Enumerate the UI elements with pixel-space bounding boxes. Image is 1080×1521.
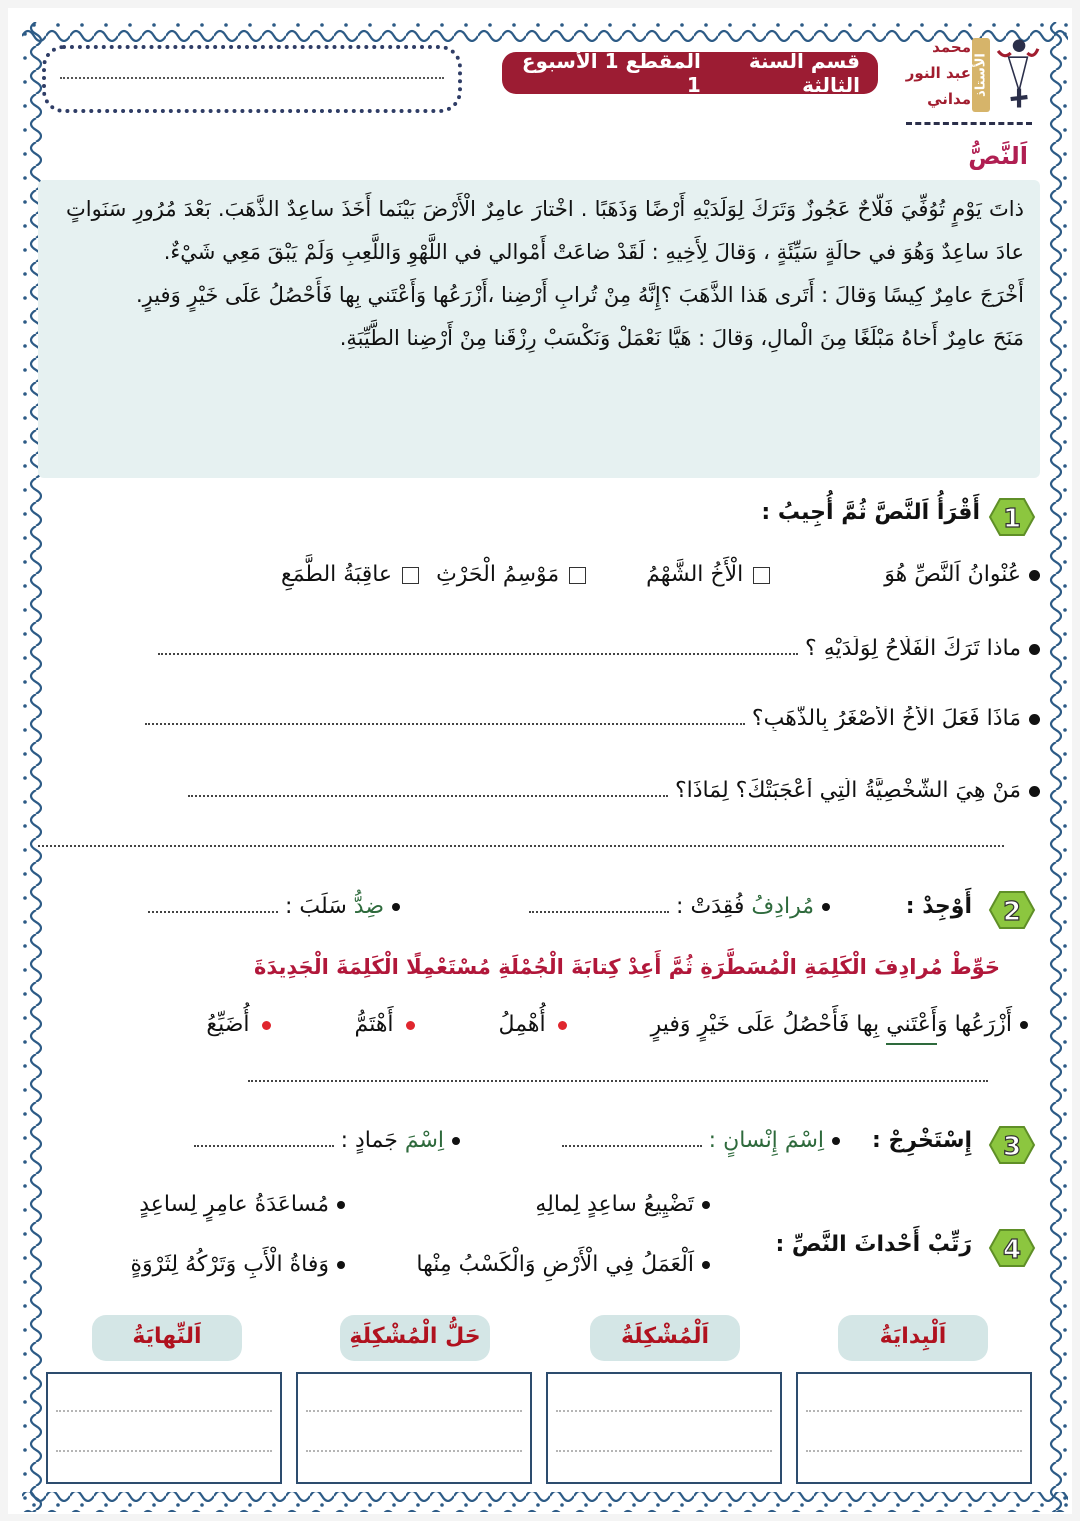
question-3-badge-icon xyxy=(988,1125,1036,1165)
question-4-badge-icon xyxy=(988,1228,1036,1268)
rewrite-answer-line[interactable] xyxy=(248,1080,988,1082)
question-1b-text: مَاذَا فَعَلَ الْأَخُ الْأَصْغَرُ بِالذَّهَبِ؟ xyxy=(751,706,1021,731)
sentence-after: بِها فَأَحْصُلُ عَلَى خَيْرٍ وَفيرٍ xyxy=(650,1012,880,1037)
logo-last-name: مداني xyxy=(927,90,971,108)
option-3-label: عاقِبَةُ الطَّمَعِ xyxy=(280,562,393,587)
object-answer-line[interactable] xyxy=(194,1145,334,1147)
option-checkbox-3[interactable] xyxy=(402,567,419,584)
bullet-icon xyxy=(1029,714,1040,725)
red-bullet-icon xyxy=(406,1021,415,1030)
logo-divider xyxy=(906,122,1032,125)
human-answer-line[interactable] xyxy=(562,1145,702,1147)
student-name-box[interactable] xyxy=(42,45,462,113)
question-1a-text: ماذا تَرَكَ الْفَلّاحُ لِوَلَدَيْهِ ؟ xyxy=(805,636,1021,661)
bullet-icon xyxy=(337,1201,345,1209)
writing-line xyxy=(806,1450,1022,1452)
bullet-icon xyxy=(822,903,830,911)
stage-label-solution: حَلُّ الْمُشْكِلَةِ xyxy=(340,1315,490,1361)
question-1b-row xyxy=(36,706,1040,731)
bullet-icon xyxy=(702,1261,710,1269)
sentence-underlined-word: أَعْتَني xyxy=(886,1012,937,1045)
red-bullet-icon xyxy=(262,1021,271,1030)
reading-passage xyxy=(38,180,1040,478)
synonym-word: فُقِدَتْ : xyxy=(676,894,745,919)
banner-unit: المقطع 1 الأسبوع 1 xyxy=(521,49,701,97)
bullet-icon xyxy=(452,1137,460,1145)
antonym-row xyxy=(148,894,400,919)
option-1-label: الْأَخُ الشَّهْمُ xyxy=(646,562,744,587)
answer-box-problem[interactable] xyxy=(546,1372,782,1484)
writing-line xyxy=(56,1450,272,1452)
svg-text:4: 4 xyxy=(1002,1235,1022,1265)
option-checkbox-2[interactable] xyxy=(569,567,586,584)
underlined-sentence-row xyxy=(206,1012,1028,1037)
synonym-instruction: حَوِّطْ مُرادِفَ الْكَلِمَةِ الْمُسَطَّرَةِ ثُمَّ أَعِدْ كِتابَةَ الْجُمْلَةِ مُسْتَعْمِلًا الْكَلِمَةَ الْجَدِيدَةَ xyxy=(254,955,1000,979)
question-1a-row xyxy=(36,636,1040,661)
event-3 xyxy=(416,1252,710,1277)
bullet-icon xyxy=(702,1201,710,1209)
synonym-label: مُرادِفُ xyxy=(751,894,814,919)
human-noun-row xyxy=(562,1128,840,1153)
level-banner xyxy=(502,49,878,97)
red-bullet-icon xyxy=(558,1021,567,1030)
question-1-title: أَقْرَأُ اَلنَّصَّ ثُمَّ أُجِيبُ : xyxy=(761,500,980,525)
event-2-text: مُساعَدَةُ عامِرٍ لِساعِدٍ xyxy=(139,1192,329,1217)
writing-line xyxy=(56,1410,272,1412)
passage-title: اَلنَّصُّ xyxy=(968,142,1028,170)
event-3-text: اَلْعَمَلُ فِي الْأَرْضِ وَالْكَسْبُ مِنْها xyxy=(416,1252,694,1277)
event-4 xyxy=(130,1252,345,1277)
antonym-word: سَلَبَ : xyxy=(285,894,347,919)
event-2 xyxy=(139,1192,345,1217)
title-question-row xyxy=(281,562,1040,587)
question-3-title: إِسْتَخْرِجْ : xyxy=(871,1128,972,1153)
bullet-icon xyxy=(1029,786,1040,797)
svg-text:1: 1 xyxy=(1002,504,1022,534)
event-4-text: وَفاةُ الْأَبِ وَتَرْكُهُ لِثَرْوَةٍ xyxy=(130,1252,329,1277)
object-noun-row xyxy=(194,1128,460,1153)
answer-line-1a[interactable] xyxy=(158,653,798,655)
name-writing-line xyxy=(60,77,444,79)
antonym-answer-line[interactable] xyxy=(148,911,278,913)
passage-paragraph-2: أَخْرَجَ عامِرٌ كِيسًا وَقالَ : أَتَرى هَذا الذَّهَبَ ؟إِنَّهُ مِنْ تُرابِ أَرْضِنا ،أَزْرَعُها وَأَعْتَني بِها فَأَحْصُلُ عَلَى خَيْرٍ وَفيرٍ. xyxy=(135,283,1024,307)
logo-middle-name: عبد النور xyxy=(905,64,971,82)
logo-first-name: محمد xyxy=(932,38,971,56)
stage-label-beginning: اَلْبِدايَةُ xyxy=(838,1315,988,1361)
passage-paragraph-3: مَنَحَ عامِرٌ أَخاهُ مَبْلَغًا مِنَ الْمالِ، وَقالَ : هَيَّا نَعْمَلْ وَنَكْسَبْ رِزْقَنا مِنْ أَرْضِنا الطَّيِّبَةِ. xyxy=(339,326,1024,350)
svg-text:3: 3 xyxy=(1002,1132,1022,1162)
question-2-badge-icon xyxy=(988,890,1036,930)
option-2-label: مَوْسِمُ الْحَرْثِ xyxy=(436,562,560,587)
teacher-logo xyxy=(900,36,1045,130)
passage-paragraph-1: ذاتَ يَوْمٍ تُوُفِّيَ فَلّاحٌ عَجُوزٌ وَتَرَكَ لِوَلَدَيْهِ أَرْضًا وَذَهَبًا . اخْتارَ عامِرٌ الْأَرْضَ بَيْنَما أَخَذَ ساعِدٌ الذَّهَبَ. بَعْدَ مُرُورِ سَنَواتٍ عادَ ساعِدٌ وَهُوَ في حالَةٍ سَيِّئَةٍ ، وَقالَ لِأَخِيهِ : لَقَدْ ضاعَتْ أَمْوالي في اللَّهْوِ وَاللَّعِبِ وَلَمْ يَبْقَ مَعِي شَيْءٌ. xyxy=(66,197,1024,264)
answer-line-1c-extra[interactable] xyxy=(38,845,1004,847)
bullet-icon xyxy=(392,903,400,911)
writing-line xyxy=(556,1410,772,1412)
teacher-figure-icon xyxy=(996,36,1040,114)
answer-line-1b[interactable] xyxy=(145,723,745,725)
writing-line xyxy=(306,1450,522,1452)
choice-2[interactable]: أَهْتَمُّ xyxy=(354,1012,394,1037)
answer-box-solution[interactable] xyxy=(296,1372,532,1484)
synonym-answer-line[interactable] xyxy=(529,911,669,913)
bullet-icon xyxy=(337,1261,345,1269)
object-word: جَمادٍ : xyxy=(340,1128,398,1153)
human-word: إِنْسانٍ : xyxy=(708,1128,778,1153)
choice-1[interactable]: أُهْمِلُ xyxy=(498,1012,546,1037)
answer-box-beginning[interactable] xyxy=(796,1372,1032,1484)
writing-line xyxy=(556,1450,772,1452)
bullet-icon xyxy=(1029,570,1040,581)
event-1-text: تَضْيِيعُ ساعِدٍ لِمالِهِ xyxy=(535,1192,694,1217)
synonym-row xyxy=(529,894,830,919)
bullet-icon xyxy=(832,1137,840,1145)
option-checkbox-1[interactable] xyxy=(753,567,770,584)
logo-teacher-tag xyxy=(972,38,990,112)
bullet-icon xyxy=(1029,644,1040,655)
question-4-title: رَتِّبْ أَحْداثَ النَّصِّ : xyxy=(775,1232,972,1257)
question-2-title: أَوْجِدْ : xyxy=(905,894,972,919)
title-question-text: عُنْوانُ اَلنَّصِّ هُوَ xyxy=(884,562,1021,587)
object-label: اِسْمَ xyxy=(404,1128,444,1153)
answer-line-1c[interactable] xyxy=(188,795,668,797)
writing-line xyxy=(806,1410,1022,1412)
answer-box-ending[interactable] xyxy=(46,1372,282,1484)
stage-label-ending: اَلنِّهايَةُ xyxy=(92,1315,242,1361)
human-label: اِسْمَ xyxy=(784,1128,824,1153)
question-1c-row xyxy=(36,778,1040,803)
bullet-icon xyxy=(1020,1021,1028,1029)
stage-label-problem: اَلْمُشْكِلَةُ xyxy=(590,1315,740,1361)
event-1 xyxy=(535,1192,710,1217)
sentence-before: أَزْرَعُها وَ xyxy=(937,1012,1012,1037)
choice-3[interactable]: أُضَيِّعُ xyxy=(206,1012,250,1037)
question-1c-text: مَنْ هِيَ الشَّخْصِيَّةُ الَّتِي أَعْجَبَتْكَ؟ لِمَاذَا؟ xyxy=(674,778,1021,803)
logo-tag-text: الأستاذ xyxy=(973,53,989,97)
svg-text:2: 2 xyxy=(1002,897,1022,927)
question-1-badge-icon xyxy=(988,497,1036,537)
writing-line xyxy=(306,1410,522,1412)
banner-level: قسم السنة الثالثة xyxy=(748,49,860,97)
antonym-label: ضِدُّ xyxy=(353,894,384,919)
